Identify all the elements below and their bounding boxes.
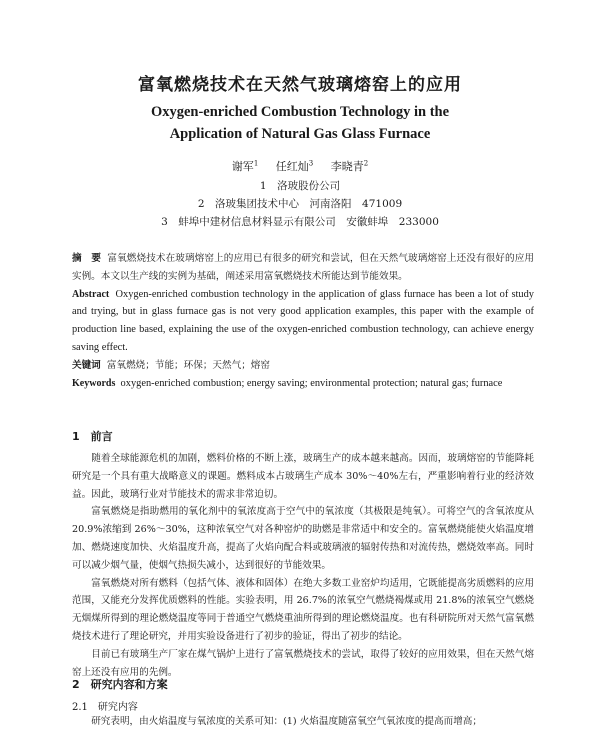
- section-2-1-text: 研究表明，由火焰温度与氧浓度的关系可知：(1) 火焰温度随富氧空气氧浓度的提高而增高；: [91, 716, 482, 727]
- paper-title-en-line2: Application of Natural Gas Glass Furnace: [169, 126, 431, 142]
- abstract-en: [72, 286, 534, 357]
- paragraph: 目前已有玻璃生产厂家在煤气锅炉上进行了富氧燃烧技术的尝试，取得了较好的应用效果，但在天然气熔窑上还没有应用的先例。: [72, 648, 534, 678]
- abstract-cn-label: 摘 要: [72, 253, 102, 264]
- author-name: 任红灿: [275, 160, 309, 173]
- author-sup: 1: [253, 159, 259, 168]
- affiliation: 3 蚌埠中建材信息材料显示有限公司 安徽蚌埠 233000: [161, 216, 439, 228]
- paper-title-en-line1: Oxygen-enriched Combustion Technology in the: [150, 104, 450, 120]
- author-name: 李晓青: [330, 160, 364, 173]
- section-1-body: [72, 450, 534, 681]
- author-sup: 3: [308, 159, 314, 168]
- abstract-block: [72, 250, 534, 392]
- author-name: 谢军: [231, 160, 254, 173]
- keywords-cn-label: 关键词: [72, 359, 101, 371]
- author-sup: 2: [363, 159, 369, 168]
- affiliation: 1 洛玻股份公司: [259, 180, 341, 192]
- abstract-en-text: Oxygen-enriched combustion technology in the application of glass furnace has been a lot of study and trying, but in glass furnace gas is not very good application examples, this paper with the example of production line based, explaining the use of the oxygen-enriched combustion technology, can achieve energy saving effect.: [72, 288, 534, 353]
- abstract-cn-text: 富氧燃烧技术在玻璃熔窑上的应用已有很多的研究和尝试，但在天然气玻璃熔窑上还没有很好的应用实例。本文以生产线的实例为基础，阐述采用富氧燃烧技术所能达到节能效果。: [72, 253, 534, 282]
- author-list: [0, 158, 600, 174]
- section-2-heading: 2 研究内容和方案: [72, 678, 168, 691]
- paper-title-cn: 富氧燃烧技术在天然气玻璃熔窑上的应用: [138, 75, 462, 95]
- keywords-cn-text: 富氧燃烧；节能；环保；天然气；熔窑: [106, 359, 270, 371]
- keywords-cn: [72, 357, 534, 375]
- paragraph: 富氧燃烧是指助燃用的氧化剂中的氧浓度高于空气中的氧浓度（其极限是纯氧）。可将空气的含氧浓度从 20.9%浓缩到 26%～30%，这种浓氧空气对各种窑炉的助燃是非常适中和安全的。富氧燃烧能使火焰温度增加、燃烧速度加快、火焰温度升高，提高了火焰向配合料或玻璃液的辐射传热和对流传热，燃烧效率高。同时可以减少烟气量，使烟气热损失减小，达到很好的节能效果。: [72, 506, 534, 571]
- keywords-en-text: oxygen-enriched combustion; energy saving; environmental protection; natural gas; furnace: [120, 377, 503, 389]
- abstract-cn: [72, 250, 534, 286]
- paragraph: 随着全球能源危机的加剧，燃料价格的不断上涨，玻璃生产的成本越来越高。因而，玻璃熔窑的节能降耗研究是一个具有重大战略意义的课题。燃料成本占玻璃生产成本 30%～40%左右，严重影响着行业的经济效益。因此，玻璃行业对节能技术的需求非常迫切。: [72, 453, 534, 500]
- paragraph: 富氧燃烧对所有燃料（包括气体、液体和固体）在绝大多数工业窑炉均适用，它既能提高劣质燃料的应用范围，又能充分发挥优质燃料的性能。实验表明，用 26.7%的浓氧空气燃烧褐煤或用 21.8%的浓氧空气燃烧无烟煤所得到的理论燃烧温度等同于普通空气燃烧重油所得到的理论燃烧温度。也有科研院所对天然气富氧燃烧技术进行了理论研究，并用实验设备进行了初步的验证，得出了初步的结论。: [72, 577, 534, 642]
- section-2-1-heading: 2.1 研究内容: [72, 702, 138, 713]
- section-1-heading: 1 前言: [72, 430, 113, 443]
- keywords-en-label: Keywords: [72, 377, 116, 389]
- keywords-en: [72, 375, 534, 393]
- abstract-en-label: Abstract: [72, 288, 110, 300]
- affiliation: 2 洛玻集团技术中心 河南洛阳 471009: [197, 198, 403, 210]
